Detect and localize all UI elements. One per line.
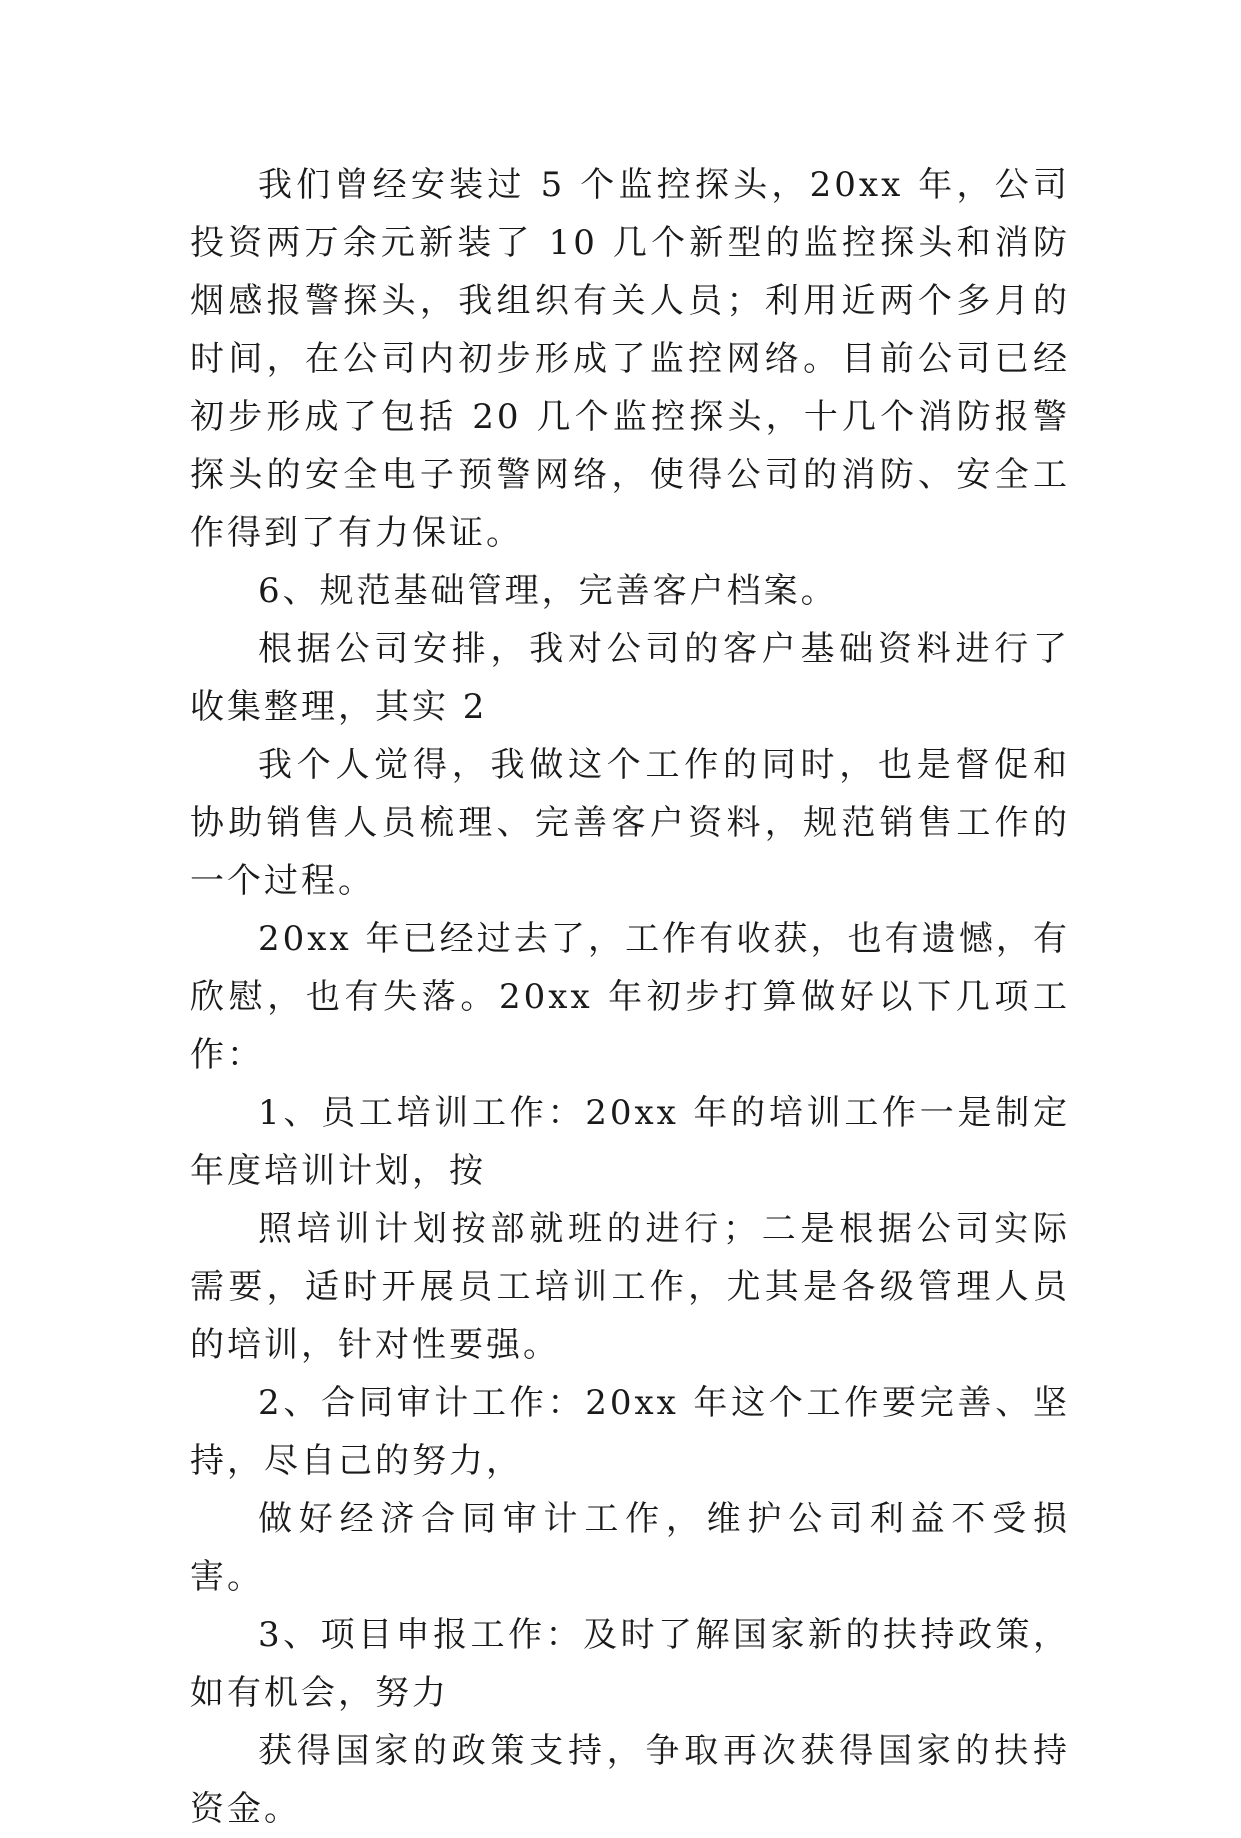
document-body bbox=[190, 156, 1070, 1838]
paragraph-personal-view: 我个人觉得，我做这个工作的同时，也是督促和协助销售人员梳理、完善客户资料，规范销售工作的一个过程。 bbox=[190, 745, 1070, 901]
paragraph-item-2: 2、合同审计工作：20xx 年这个工作要完善、坚持，尽自己的努力， bbox=[190, 1383, 1070, 1481]
paragraph-item-2-cont: 做好经济合同审计工作，维护公司利益不受损害。 bbox=[190, 1499, 1070, 1597]
paragraph-year-review: 20xx 年已经过去了，工作有收获，也有遗憾，有欣慰，也有失落。20xx 年初步打算做好以下几项工作： bbox=[190, 919, 1070, 1075]
paragraph-customer-data: 根据公司安排，我对公司的客户基础资料进行了收集整理，其实 2 bbox=[190, 629, 1070, 727]
paragraph-item-3: 3、项目申报工作：及时了解国家新的扶持政策，如有机会，努力 bbox=[190, 1615, 1070, 1713]
paragraph-heading-6: 6、规范基础管理，完善客户档案。 bbox=[258, 571, 838, 611]
paragraph-item-1: 1、员工培训工作：20xx 年的培训工作一是制定年度培训计划，按 bbox=[190, 1093, 1070, 1191]
paragraph-item-1-cont: 照培训计划按部就班的进行；二是根据公司实际需要，适时开展员工培训工作，尤其是各级管理人员的培训，针对性要强。 bbox=[190, 1209, 1070, 1365]
paragraph-monitoring: 我们曾经安装过 5 个监控探头，20xx 年，公司投资两万余元新装了 10 几个新型的监控探头和消防烟感报警探头，我组织有关人员；利用近两个多月的时间，在公司内初步形成了监控网络。目前公司已经初步形成了包括 20 几个监控探头，十几个消防报警探头的安全电子预警网络，使得公司的消防、安全工作得到了有力保证。 bbox=[190, 165, 1070, 553]
paragraph-item-3-cont: 获得国家的政策支持，争取再次获得国家的扶持资金。 bbox=[190, 1731, 1070, 1829]
